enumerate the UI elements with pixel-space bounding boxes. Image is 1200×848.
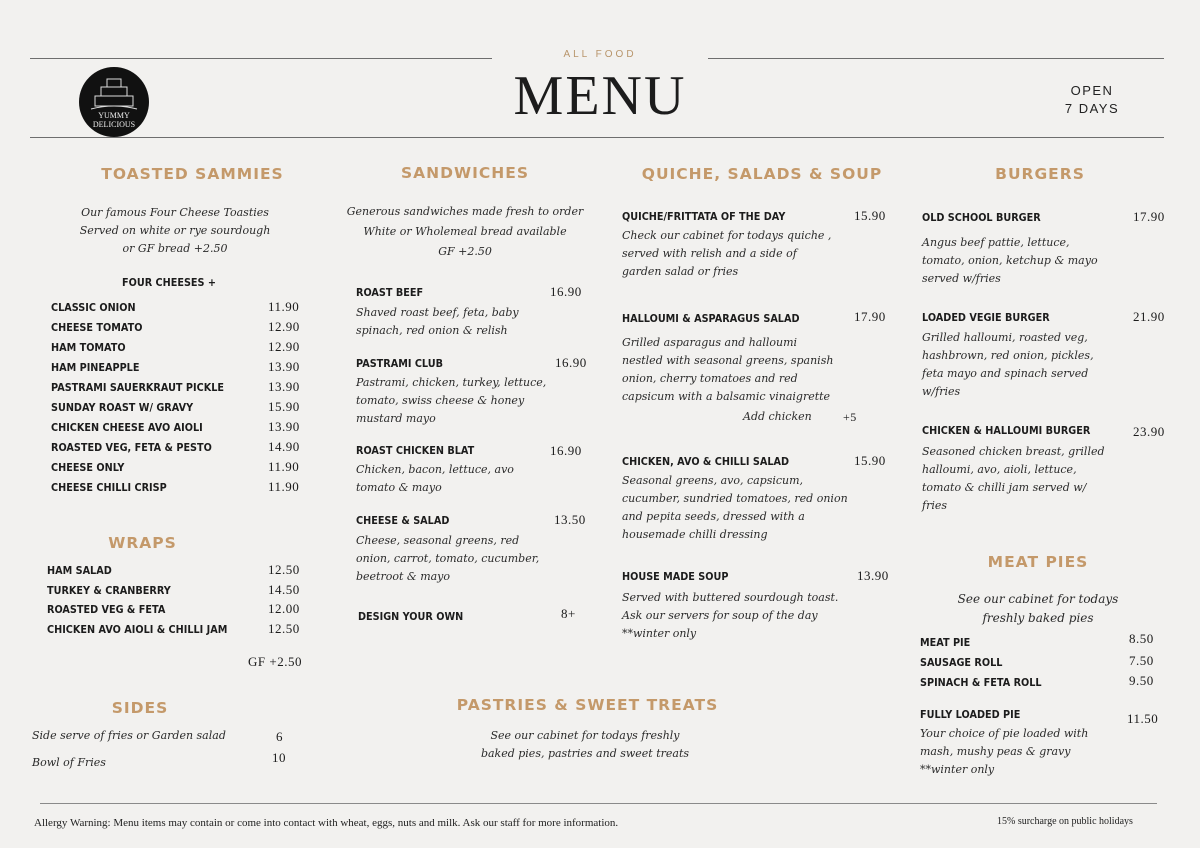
menu-item-price: 13.90 — [268, 379, 300, 394]
section-sandwiches-title: SANDWICHES — [401, 164, 529, 182]
side-item-price: 6 — [276, 729, 283, 744]
menu-item-desc: Served with buttered sourdough toast. Ask our servers for soup of the day **winter only — [622, 591, 839, 640]
menu-item-desc: Shaved roast beef, feta, baby spinach, red onion & relish — [356, 306, 519, 337]
menu-item-price: 13.90 — [268, 359, 300, 374]
menu-item-price: 15.90 — [854, 208, 886, 223]
eyebrow: ALL FOOD — [563, 49, 637, 60]
menu-item-name: FULLY LOADED PIE — [920, 708, 1021, 721]
menu-item-desc: Check our cabinet for todays quiche , served with relish and a side of garden salad or fries — [622, 229, 832, 278]
menu-item-price: 13.90 — [857, 568, 889, 583]
menu-item-price: 21.90 — [1133, 309, 1165, 324]
menu-item-desc: Grilled asparagus and halloumi nestled with seasonal greens, spanish onion, cherry tomatoes and red capsicum with a balsamic vinaigrette — [622, 336, 834, 403]
open-days — [1040, 82, 1144, 118]
menu-item-name: QUICHE/FRITTATA OF THE DAY — [622, 210, 786, 223]
menu-item-price: 11.90 — [268, 479, 300, 494]
menu-item-price: 17.90 — [854, 309, 886, 324]
menu-item-price: 12.00 — [268, 601, 300, 616]
header-rule-left — [30, 58, 492, 59]
menu-item-price: 14.90 — [268, 439, 300, 454]
menu-item-price: 12.90 — [268, 319, 300, 334]
side-item-name: Side serve of fries or Garden salad — [32, 729, 226, 742]
header-rule-bottom — [30, 137, 1164, 138]
menu-item-name: CHICKEN & HALLOUMI BURGER — [922, 424, 1091, 437]
menu-item-price: 13.50 — [554, 512, 586, 527]
menu-item-price: 9.50 — [1129, 673, 1154, 688]
menu-item-name: CHEESE TOMATO — [51, 321, 143, 334]
section-wraps-title: WRAPS — [108, 534, 177, 552]
add-chicken-price: +5 — [843, 410, 857, 424]
menu-item-price: 8+ — [561, 606, 576, 621]
toasted-desc-line: or GF bread +2.50 — [122, 242, 228, 255]
menu-item-name: HALLOUMI & ASPARAGUS SALAD — [622, 312, 800, 325]
menu-item-name: CLASSIC ONION — [51, 301, 136, 314]
section-pies-title: MEAT PIES — [987, 553, 1089, 571]
menu-item-desc: Pastrami, chicken, turkey, lettuce, tomato, swiss cheese & honey mustard mayo — [356, 376, 547, 425]
pastries-description: See our cabinet for todays freshly baked pies, pastries and sweet treats — [480, 729, 690, 760]
menu-item-price: 15.90 — [268, 399, 300, 414]
sandwiches-description — [330, 202, 600, 262]
pies-description: See our cabinet for todays freshly baked pies — [957, 592, 1119, 625]
menu-item-name: ROAST CHICKEN BLAT — [356, 444, 475, 457]
wraps-gf-note: GF +2.50 — [248, 654, 302, 669]
menu-item-name: OLD SCHOOL BURGER — [922, 211, 1041, 224]
menu-item-name: DESIGN YOUR OWN — [358, 610, 464, 623]
menu-item-desc: Chicken, bacon, lettuce, avo tomato & mayo — [356, 463, 514, 494]
sandwiches-desc-line: GF +2.50 — [438, 245, 492, 258]
menu-item-name: TURKEY & CRANBERRY — [47, 584, 171, 597]
menu-item-name: CHICKEN, AVO & CHILLI SALAD — [622, 455, 790, 468]
menu-item-name: CHEESE CHILLI CRISP — [51, 481, 167, 494]
sandwiches-desc-line: Generous sandwiches made fresh to order — [346, 205, 584, 218]
menu-item-name: SPINACH & FETA ROLL — [920, 676, 1042, 689]
section-burgers-title: BURGERS — [995, 165, 1085, 183]
menu-item-name: ROASTED VEG & FETA — [47, 603, 166, 616]
menu-item-price: 7.50 — [1129, 653, 1154, 668]
menu-item-name: ROASTED VEG, FETA & PESTO — [51, 441, 212, 454]
menu-item-desc: Seasonal greens, avo, capsicum, cucumber, sundried tomatoes, red onion and pepita seeds, dressed with a housemade chilli dressing — [622, 474, 848, 541]
menu-item-desc: Cheese, seasonal greens, red onion, carrot, tomato, cucumber, beetroot & mayo — [356, 534, 540, 583]
menu-item-price: 13.90 — [268, 419, 300, 434]
menu-item-name: ROAST BEEF — [356, 286, 424, 299]
menu-item-name: CHEESE & SALAD — [356, 514, 450, 527]
menu-item-price: 8.50 — [1129, 631, 1154, 646]
open-label: OPEN — [1070, 83, 1114, 98]
menu-item-name: CHICKEN AVO AIOLI & CHILLI JAM — [47, 623, 228, 636]
menu-item-desc: Grilled halloumi, roasted veg, hashbrown, red onion, pickles, feta mayo and spinach served w/fries — [922, 331, 1094, 398]
menu-item-price: 11.90 — [268, 299, 300, 314]
header-rule-right — [708, 58, 1164, 59]
footer-rule — [40, 803, 1157, 804]
menu-item-price: 15.90 — [854, 453, 886, 468]
menu-item-price: 17.90 — [1133, 209, 1165, 224]
menu-item-price: 16.90 — [550, 284, 582, 299]
side-item-name: Bowl of Fries — [32, 756, 106, 769]
menu-item-price: 14.50 — [268, 582, 300, 597]
menu-item-name: LOADED VEGIE BURGER — [922, 311, 1050, 324]
menu-item-price: 23.90 — [1133, 424, 1165, 439]
menu-item-desc: Angus beef pattie, lettuce, tomato, onion, ketchup & mayo served w/fries — [922, 236, 1098, 285]
menu-item-price: 12.50 — [268, 562, 300, 577]
toasted-desc-line: Served on white or rye sourdough — [79, 224, 271, 237]
logo-text-line2: DELICIOUS — [92, 120, 136, 129]
menu-item-price: 12.50 — [268, 621, 300, 636]
allergy-warning: Allergy Warning: Menu items may contain or come into contact with wheat, eggs, nuts and milk. Ask our staff for more information. — [34, 817, 619, 829]
menu-item-name: CHICKEN CHEESE AVO AIOLI — [51, 421, 203, 434]
menu-item-price: 16.90 — [550, 443, 582, 458]
menu-item-name: MEAT PIE — [920, 636, 971, 649]
surcharge-note: 15% surcharge on public holidays — [997, 816, 1133, 827]
menu-item-price: 16.90 — [555, 355, 587, 370]
toasted-description — [30, 204, 320, 258]
menu-item-desc: Your choice of pie loaded with mash, mushy peas & gravy **winter only — [920, 727, 1089, 776]
menu-item-price: 12.90 — [268, 339, 300, 354]
add-chicken-label: Add chicken — [743, 410, 812, 423]
menu-item-name: PASTRAMI CLUB — [356, 357, 443, 370]
logo-text-line1: YUMMY — [98, 111, 130, 120]
menu-item-name: HAM PINEAPPLE — [51, 361, 140, 374]
sandwiches-desc-line: White or Wholemeal bread available — [363, 225, 567, 238]
logo — [79, 67, 149, 137]
menu-item-name: CHEESE ONLY — [51, 461, 125, 474]
open-days-label: 7 DAYS — [1064, 101, 1120, 116]
menu-item-name: SUNDAY ROAST W/ GRAVY — [51, 401, 194, 414]
toasted-desc-line: Our famous Four Cheese Toasties — [81, 206, 269, 219]
menu-item-price: 11.90 — [268, 459, 300, 474]
menu-item-name: PASTRAMI SAUERKRAUT PICKLE — [51, 381, 224, 394]
menu-item-name: HAM SALAD — [47, 564, 112, 577]
section-toasted-title: TOASTED SAMMIES — [101, 165, 284, 183]
menu-item-name: HOUSE MADE SOUP — [622, 570, 729, 583]
menu-item-price: 11.50 — [1127, 711, 1159, 726]
page-title: MENU — [513, 65, 687, 127]
menu-item-name: HAM TOMATO — [51, 341, 126, 354]
section-sides-title: SIDES — [111, 699, 169, 717]
menu-item-name: SAUSAGE ROLL — [920, 656, 1003, 669]
menu-item-desc: Seasoned chicken breast, grilled halloumi, avo, aioli, lettuce, tomato & chilli jam served w/ fries — [922, 445, 1105, 512]
section-pastries-title: PASTRIES & SWEET TREATS — [456, 696, 719, 714]
toasted-subhead: FOUR CHEESES + — [122, 276, 216, 289]
side-item-price: 10 — [272, 750, 286, 765]
section-quiche-title: QUICHE, SALADS & SOUP — [641, 165, 883, 183]
